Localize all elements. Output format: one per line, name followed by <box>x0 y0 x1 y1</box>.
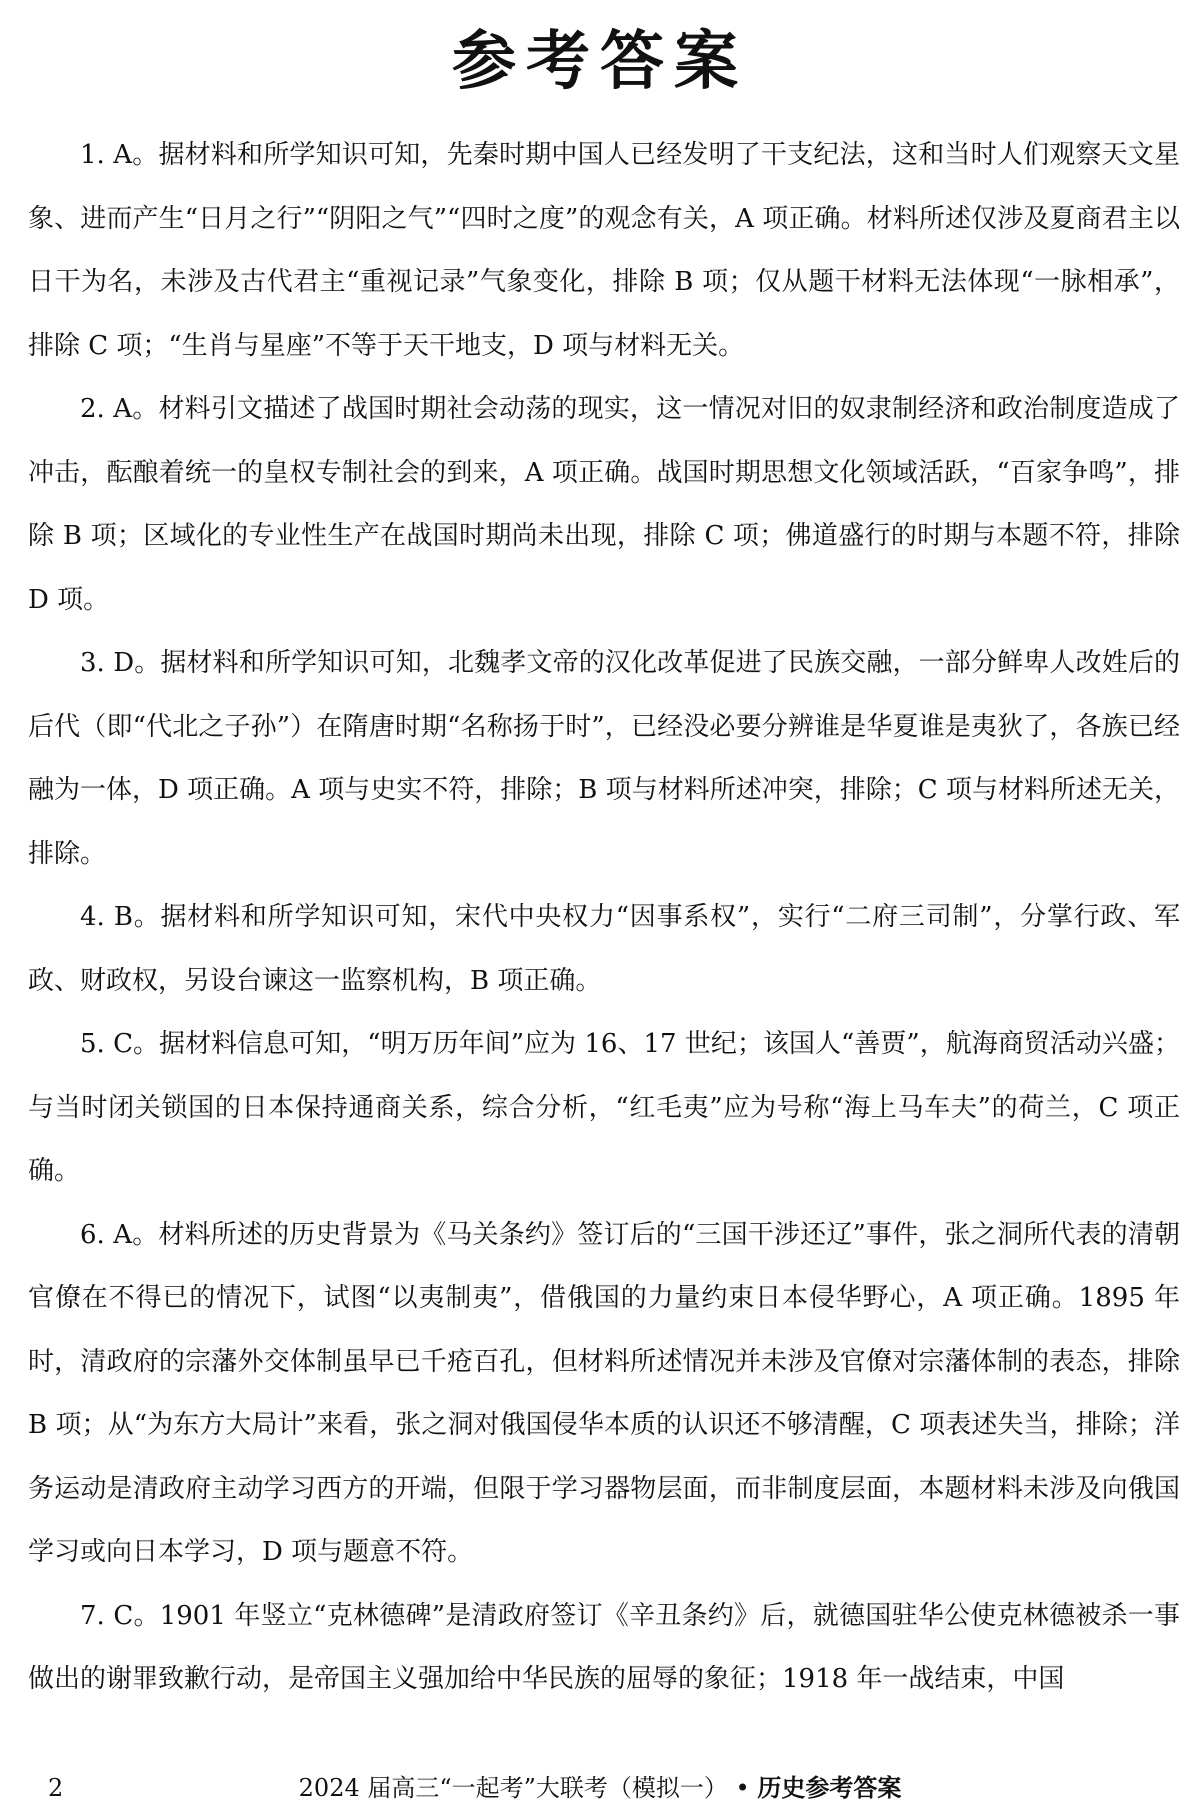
answer-4: 4. B。据材料和所学知识可知，宋代中央权力“因事系权”，实行“二府三司制”，分掌行政、军政、财政权，另设台谏这一监察机构，B 项正确。 <box>28 902 1180 996</box>
answer-1: 1. A。据材料和所学知识可知，先秦时期中国人已经发明了干支纪法，这和当时人们观察天文星象、进而产生“日月之行”“阴阳之气”“四时之度”的观念有关，A 项正确。材料所述仅涉及夏商君主以日干为名，未涉及古代君主“重视记录”气象变化，排除 B 项；仅从题干材料无法体现“一脉相承”，排除 C 项；“生肖与星座”不等于天干地支，D 项与材料无关。 <box>28 140 1180 361</box>
answer-7: 7. C。1901 年竖立“克林德碑”是清政府签订《辛丑条约》后，就德国驻华公使克林德被杀一事做出的谢罪致歉行动，是帝国主义强加给中华民族的屈辱的象征；1918 年一战结束，中国 <box>28 1600 1180 1694</box>
answer-list <box>28 124 1180 1712</box>
footer-separator: • <box>727 1774 758 1802</box>
answer-5: 5. C。据材料信息可知，“明万历年间”应为 16、17 世纪；该国人“善贾”，航海商贸活动兴盛；与当时闭关锁国的日本保持通商关系，综合分析，“红毛夷”应为号称“海上马车夫”的荷兰，C 项正确。 <box>28 1029 1180 1186</box>
exam-name: 2024 届高三“一起考”大联考（模拟一） <box>298 1774 728 1802</box>
page-number: 2 <box>48 1774 64 1802</box>
answer-2: 2. A。材料引文描述了战国时期社会动荡的现实，这一情况对旧的奴隶制经济和政治制度造成了冲击，酝酿着统一的皇权专制社会的到来，A 项正确。战国时期思想文化领域活跃，“百家争鸣”，排除 B 项；区域化的专业性生产在战国时期尚未出现，排除 C 项；佛道盛行的时期与本题不符，排除 D 项。 <box>28 394 1180 615</box>
footer-title <box>0 1770 1200 1806</box>
page-footer <box>0 1770 1200 1806</box>
subject-name: 历史参考答案 <box>757 1774 902 1802</box>
page-title: 参考答案 <box>452 25 748 99</box>
answer-3: 3. D。据材料和所学知识可知，北魏孝文帝的汉化改革促进了民族交融，一部分鲜卑人改姓后的后代（即“代北之子孙”）在隋唐时期“名称扬于时”，已经没必要分辨谁是华夏谁是夷狄了，各族已经融为一体，D 项正确。A 项与史实不符，排除；B 项与材料所述冲突，排除；C 项与材料所述无关，排除。 <box>28 648 1180 869</box>
answer-6: 6. A。材料所述的历史背景为《马关条约》签订后的“三国干涉还辽”事件，张之洞所代表的清朝官僚在不得已的情况下，试图“以夷制夷”，借俄国的力量约束日本侵华野心，A 项正确。1895 年时，清政府的宗藩外交体制虽早已千疮百孔，但材料所述情况并未涉及官僚对宗藩体制的表态，排除 B 项；从“为东方大局计”来看，张之洞对俄国侵华本质的认识还不够清醒，C 项表述失当，排除；洋务运动是清政府主动学习西方的开端，但限于学习器物层面，而非制度层面，本题材料未涉及向俄国学习或向日本学习，D 项与题意不符。 <box>28 1219 1180 1567</box>
